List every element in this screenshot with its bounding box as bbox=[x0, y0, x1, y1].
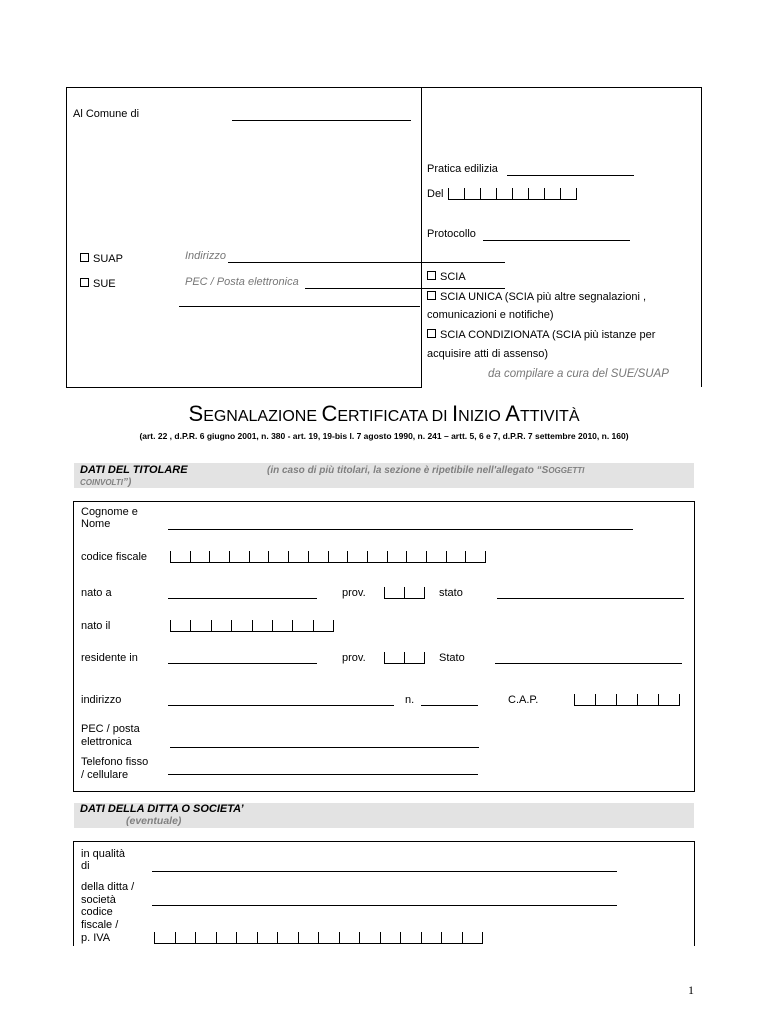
stato-field[interactable] bbox=[497, 598, 684, 599]
stato2-field[interactable] bbox=[495, 663, 682, 664]
titolare-note: (in caso di più titolari, la sezione è ripetibile nell'allegato “SOGGETTI bbox=[267, 465, 585, 476]
document-title: SEGNALAZIONE CERTIFICATA DI INIZIO ATTIVITÀ bbox=[188, 401, 580, 426]
indirizzo-field[interactable] bbox=[228, 262, 505, 263]
scia-checkbox[interactable] bbox=[427, 271, 466, 283]
pec-titolare-label-2: elettronica bbox=[81, 736, 132, 748]
nato-il-label: nato il bbox=[81, 620, 111, 632]
residente-label: residente in bbox=[81, 652, 138, 664]
indirizzo-label: Indirizzo bbox=[185, 250, 226, 262]
del-label: Del bbox=[427, 188, 444, 200]
nome-label: Nome bbox=[81, 518, 111, 530]
checkbox-icon bbox=[427, 271, 436, 280]
pratica-field[interactable] bbox=[507, 175, 634, 176]
header-right-top-border bbox=[420, 87, 702, 88]
cf-ditta-label: codice bbox=[81, 906, 113, 918]
cf-ditta-label-2: fiscale / bbox=[81, 919, 119, 931]
comune-label: Al Comune di bbox=[73, 108, 140, 120]
scia-condizionata-label-2: acquisire atti di assenso) bbox=[427, 348, 549, 360]
protocollo-label: Protocollo bbox=[427, 228, 476, 240]
cap-label: C.A.P. bbox=[508, 694, 539, 706]
protocollo-field[interactable] bbox=[483, 240, 630, 241]
checkbox-icon bbox=[427, 329, 436, 338]
titolare-box bbox=[73, 501, 695, 792]
scia-unica-checkbox[interactable] bbox=[427, 291, 646, 303]
nato-a-field[interactable] bbox=[168, 598, 317, 599]
scia-label: SCIA bbox=[440, 271, 466, 283]
ditta-note: (eventuale) bbox=[126, 815, 182, 827]
suap-label: SUAP bbox=[93, 253, 123, 265]
prov-label: prov. bbox=[342, 587, 366, 599]
nato-il-field[interactable] bbox=[170, 620, 334, 632]
stato-label: stato bbox=[439, 587, 463, 599]
scia-condizionata-checkbox[interactable] bbox=[427, 329, 655, 341]
qualita-label: in qualità bbox=[81, 848, 126, 860]
titolare-note-2: COINVOLTI”) bbox=[80, 477, 132, 488]
stato2-label: Stato bbox=[439, 652, 465, 664]
prov2-label: prov. bbox=[342, 652, 366, 664]
numero-label: n. bbox=[405, 694, 415, 706]
scia-unica-label-2: comunicazioni e notifiche) bbox=[427, 309, 554, 321]
checkbox-icon bbox=[427, 291, 436, 300]
scia-unica-label: SCIA UNICA (SCIA più altre segnalazioni , bbox=[440, 291, 647, 303]
indirizzo-titolare-label: indirizzo bbox=[81, 694, 122, 706]
checkbox-icon bbox=[80, 253, 89, 262]
cf-ditta-label-3: p. IVA bbox=[81, 932, 111, 944]
telefono-label: Telefono fisso bbox=[81, 756, 149, 768]
comune-field[interactable] bbox=[232, 120, 411, 121]
pec-label: PEC / Posta elettronica bbox=[185, 276, 299, 288]
scia-condizionata-label: SCIA CONDIZIONATA (SCIA più istanze per bbox=[440, 329, 656, 341]
document-subtitle: (art. 22 , d.P.R. 6 giugno 2001, n. 380 - art. 19, 19-bis l. 7 agosto 1990, n. 241 – artt. 5, 6 e 7, d.P.R. 7 settembre 2010, n. 160) bbox=[139, 431, 629, 441]
ditta-box bbox=[73, 841, 695, 946]
pec-field[interactable] bbox=[305, 288, 505, 289]
sue-checkbox[interactable] bbox=[80, 278, 116, 290]
numero-field[interactable] bbox=[421, 705, 478, 706]
prov-field[interactable] bbox=[384, 587, 425, 599]
pratica-label: Pratica edilizia bbox=[427, 163, 498, 175]
codice-fiscale-field[interactable] bbox=[170, 551, 486, 563]
suap-checkbox[interactable] bbox=[80, 253, 123, 265]
sue-label: SUE bbox=[93, 278, 116, 290]
ditta-label: della ditta / bbox=[81, 881, 135, 893]
telefono-label-2: / cellulare bbox=[81, 769, 129, 781]
nato-a-label: nato a bbox=[81, 587, 112, 599]
ditta-label-2: società bbox=[81, 894, 116, 906]
page-number: 1 bbox=[688, 983, 694, 997]
qualita-label-2: di bbox=[81, 860, 90, 872]
ditta-heading: DATI DELLA DITTA O SOCIETA’ bbox=[80, 803, 244, 815]
indirizzo-titolare-field[interactable] bbox=[168, 705, 394, 706]
pec-titolare-label: PEC / posta bbox=[81, 723, 140, 735]
telefono-field[interactable] bbox=[168, 774, 478, 775]
checkbox-icon bbox=[80, 278, 89, 287]
cap-field[interactable] bbox=[574, 694, 680, 706]
pec-titolare-field[interactable] bbox=[170, 747, 479, 748]
qualita-field[interactable] bbox=[152, 871, 617, 872]
residente-field[interactable] bbox=[168, 663, 317, 664]
header-right-side-border bbox=[701, 87, 702, 387]
ditta-field[interactable] bbox=[152, 905, 617, 906]
codice-fiscale-label: codice fiscale bbox=[81, 551, 148, 563]
titolare-heading: DATI DEL TITOLARE bbox=[80, 464, 188, 476]
prov2-field[interactable] bbox=[384, 652, 425, 664]
cf-ditta-field[interactable] bbox=[154, 932, 483, 944]
del-date-field[interactable] bbox=[448, 188, 577, 200]
cognome-nome-field[interactable] bbox=[168, 529, 633, 530]
header-separator bbox=[179, 306, 420, 307]
cognome-label: Cognome e bbox=[81, 506, 138, 518]
header-left-box bbox=[66, 87, 422, 388]
compilare-note: da compilare a cura del SUE/SUAP bbox=[488, 368, 669, 380]
